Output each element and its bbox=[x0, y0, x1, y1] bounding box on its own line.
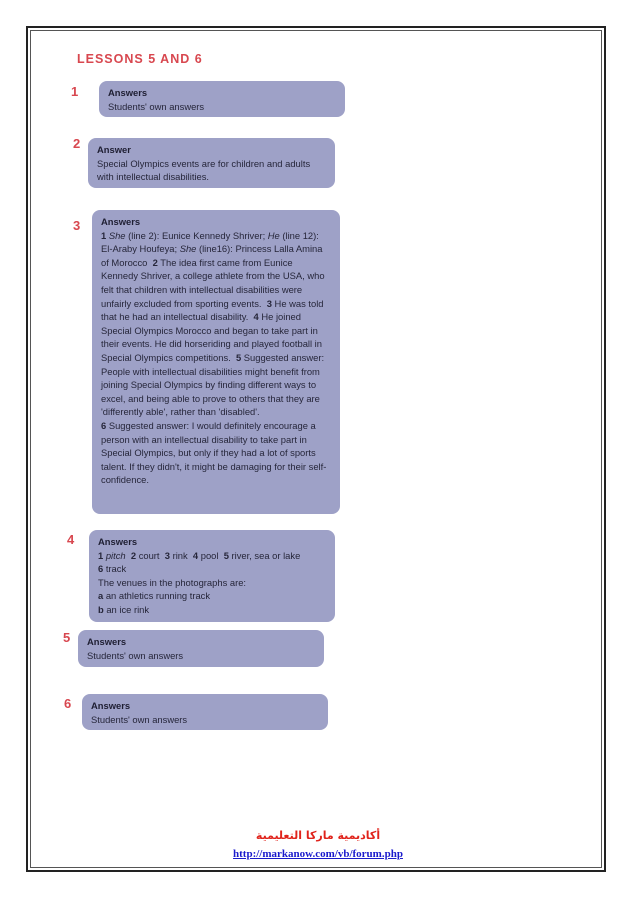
question-number-2: 2 bbox=[73, 136, 81, 151]
answer-box-4 bbox=[89, 530, 335, 622]
venue-letter: a bbox=[98, 590, 104, 602]
answer-text: Students' own answers bbox=[87, 649, 184, 661]
answer-heading: Answers bbox=[98, 536, 138, 547]
question-number-4: 4 bbox=[67, 532, 75, 547]
item-number: 4 bbox=[253, 311, 259, 323]
answer-paragraph bbox=[101, 229, 331, 419]
answer-text: Students' own answers bbox=[91, 713, 188, 725]
lesson-title: LESSONS 5 AND 6 bbox=[77, 52, 203, 66]
pronoun: He bbox=[267, 229, 280, 241]
question-number-5: 5 bbox=[63, 630, 71, 645]
answer-text: He joined Special Olympics Morocco and began to take part in their events. He did horseriding and played football in Special Olympics competitions. bbox=[101, 311, 322, 363]
venue-text: an athletics running track bbox=[105, 590, 211, 602]
answer-text: He was told that he had an intellectual disability. bbox=[101, 297, 324, 323]
item-number: 3 bbox=[164, 549, 170, 561]
answer-text: (line 12): El-Araby Houfeya; bbox=[101, 229, 319, 255]
answer-text: (line16): Princess Lalla Amina of Morocco bbox=[101, 243, 323, 268]
item-number: 2 bbox=[152, 256, 158, 268]
item-number: 2 bbox=[130, 549, 137, 561]
item-number: 6 bbox=[101, 419, 107, 431]
item-number: 3 bbox=[266, 297, 272, 309]
question-number-1: 1 bbox=[71, 84, 79, 99]
answer-text: (line 2): Eunice Kennedy Shriver; bbox=[125, 229, 268, 241]
vocabulary-answers bbox=[98, 549, 326, 576]
answer-box-3 bbox=[92, 210, 340, 514]
vocab-word: pool bbox=[200, 549, 219, 561]
footer-link[interactable]: http://markanow.com/vb/forum.php bbox=[233, 848, 403, 860]
answer-text: Suggested answer: I would definitely encourage a person with an intellectual disability to take part in Special Olympics, but only if they had a lot of sports talent. If they didn't, it might be damaging for their self-confidence. bbox=[101, 419, 327, 486]
item-number: 1 bbox=[98, 549, 104, 561]
vocab-word: court bbox=[138, 549, 160, 561]
answer-box-6 bbox=[82, 694, 328, 730]
venue-letter: b bbox=[98, 603, 104, 615]
answer-heading: Answer bbox=[97, 144, 131, 155]
answer-text: Students' own answers bbox=[108, 100, 205, 112]
question-number-3: 3 bbox=[73, 218, 81, 233]
answer-heading: Answers bbox=[91, 700, 131, 711]
venue-item bbox=[98, 589, 326, 603]
answer-paragraph bbox=[101, 419, 331, 487]
answer-text: The idea first came from Eunice Kennedy Shriver, a college athlete from the USA, who felt that children with intellectual disabilities were unfairly excluded from sporting events. bbox=[101, 256, 325, 309]
venue-text: an ice rink bbox=[106, 603, 150, 615]
footer-arabic-text: أكاديمية ماركا التعليمية bbox=[255, 829, 381, 842]
answer-box-2 bbox=[88, 138, 335, 188]
answer-box-1 bbox=[99, 81, 345, 117]
venue-item bbox=[98, 603, 326, 617]
answer-text: Suggested answer: People with intellectual disabilities might benefit from joining Special Olympics by finding different ways to excel, and being able to prove to others that they are 'differently able', rather than 'disabled'. bbox=[101, 351, 325, 418]
answer-heading: Answers bbox=[87, 636, 127, 647]
item-number: 4 bbox=[192, 549, 199, 561]
vocab-word: track bbox=[105, 563, 127, 575]
answer-heading: Answers bbox=[101, 216, 141, 227]
venues-intro: The venues in the photographs are: bbox=[98, 576, 247, 588]
vocab-word: pitch bbox=[105, 549, 126, 561]
answer-box-5 bbox=[78, 630, 324, 667]
item-number: 5 bbox=[235, 351, 242, 363]
item-number: 5 bbox=[223, 549, 229, 561]
item-number: 6 bbox=[98, 563, 104, 575]
pronoun: She bbox=[108, 229, 126, 241]
question-number-6: 6 bbox=[64, 696, 72, 711]
pronoun: She bbox=[179, 243, 197, 255]
vocab-word: river, sea or lake bbox=[231, 549, 301, 561]
vocab-word: rink bbox=[172, 549, 188, 561]
answer-heading: Answers bbox=[108, 87, 148, 98]
item-number: 1 bbox=[101, 229, 107, 241]
answer-text: Special Olympics events are for children and adults with intellectual disabilities. bbox=[97, 157, 311, 183]
